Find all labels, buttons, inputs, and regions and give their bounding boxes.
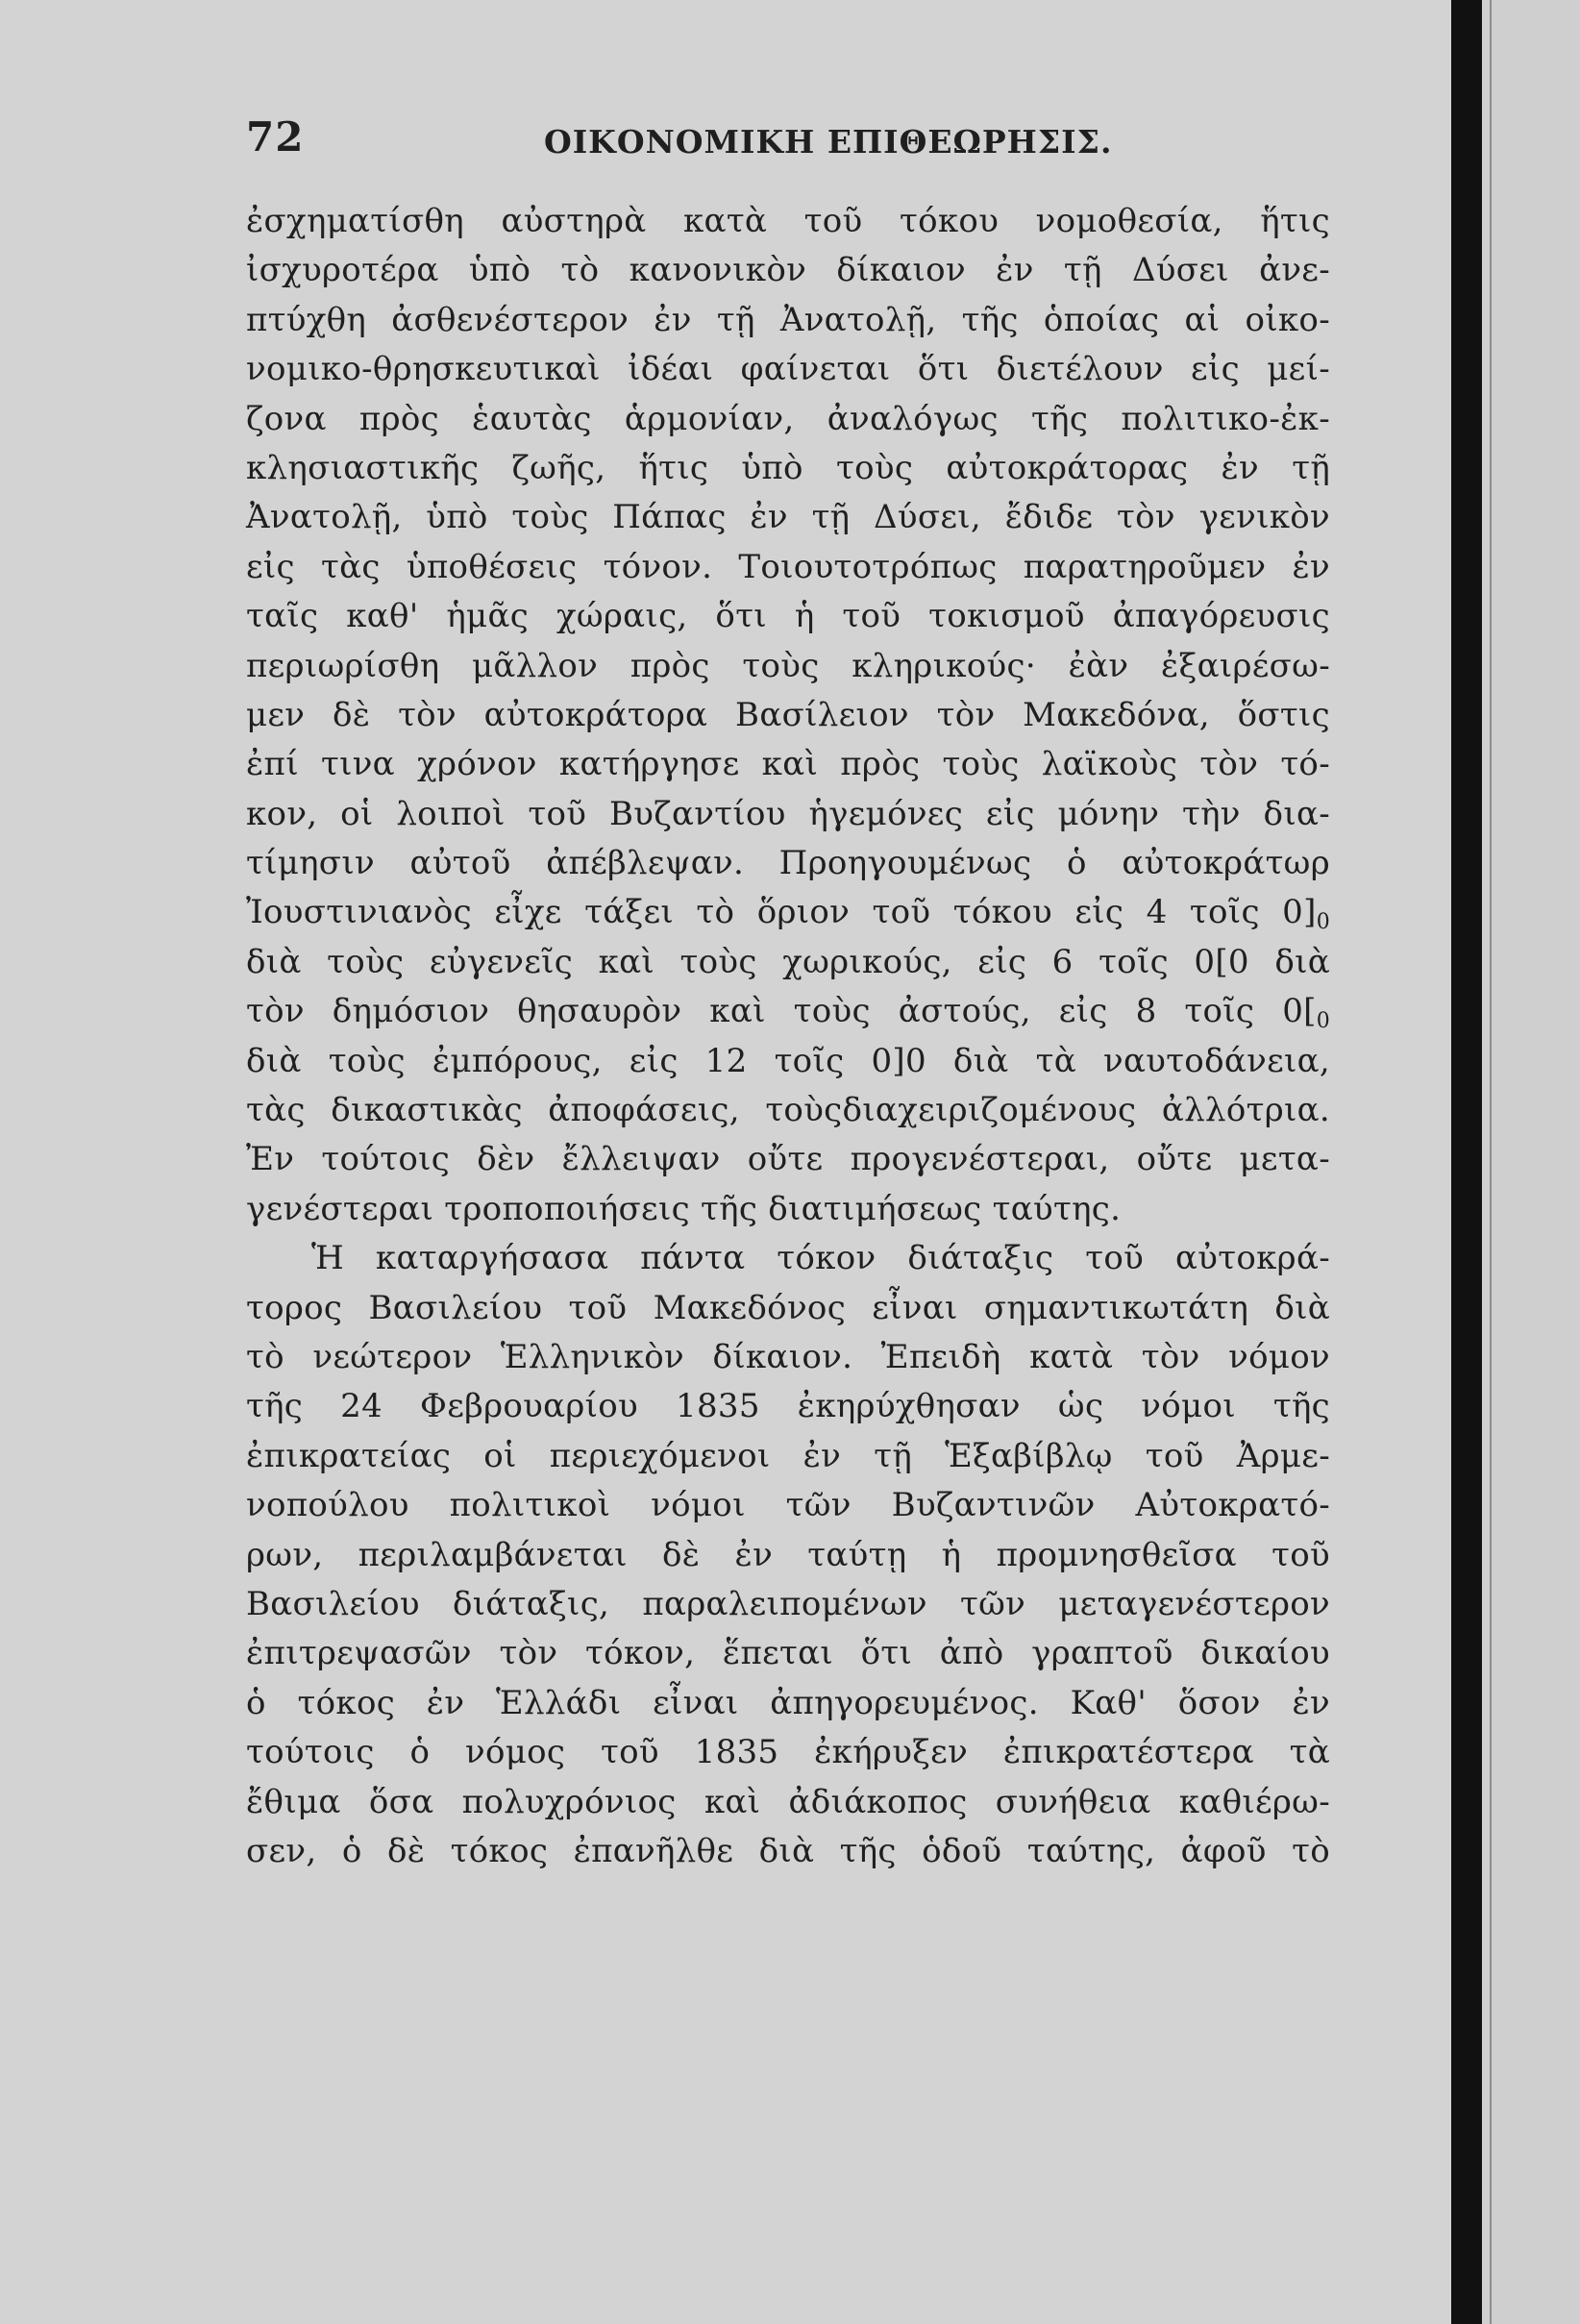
text-line bbox=[246, 1185, 1330, 1234]
text-line-content: τορος Βασιλείου τοῦ Μακεδόνος εἶναι σημαντικωτάτη διὰ bbox=[246, 1288, 1330, 1327]
text-line bbox=[246, 938, 1330, 987]
subscript: 0 bbox=[1316, 910, 1330, 935]
text-line-content: σεν, ὁ δὲ τόκος ἐπανῆλθε διὰ τῆς ὁδοῦ ταύτης, ἀφοῦ τὸ bbox=[246, 1831, 1330, 1870]
text-line-content: διὰ τοὺς εὐγενεῖς καὶ τοὺς χωρικούς, εἰς 6 τοῖς 0[0 διὰ bbox=[246, 942, 1330, 981]
text-line bbox=[246, 1086, 1330, 1135]
text-line bbox=[246, 740, 1330, 789]
text-line bbox=[246, 1284, 1330, 1333]
text-line bbox=[246, 642, 1330, 691]
text-line-content: ρων, περιλαμβάνεται δὲ ἐν ταύτῃ ἡ προμνησθεῖσα τοῦ bbox=[246, 1535, 1330, 1574]
text-line-content: Ἡ καταργήσασα πάντα τόκον διάταξις τοῦ αὐτοκρά- bbox=[311, 1239, 1330, 1278]
text-line bbox=[246, 1827, 1330, 1876]
text-line bbox=[246, 395, 1330, 444]
text-line bbox=[246, 1432, 1330, 1481]
text-line bbox=[246, 790, 1330, 839]
text-line bbox=[246, 1333, 1330, 1382]
text-line-content: πτύχθη ἀσθενέστερον ἐν τῇ Ἀνατολῇ, τῆς ὁποίας αἱ οἰκο- bbox=[246, 300, 1330, 339]
text-line-content: ἐπιτρεψασῶν τὸν τόκον, ἕπεται ὅτι ἀπὸ γραπτοῦ δικαίου bbox=[246, 1634, 1330, 1673]
running-head bbox=[246, 113, 1113, 171]
text-line bbox=[246, 1234, 1330, 1283]
text-line bbox=[246, 839, 1330, 888]
page-edge-shadow bbox=[1451, 0, 1482, 2324]
text-line bbox=[246, 888, 1330, 937]
text-line-content: τίμησιν αὐτοῦ ἀπέβλεψαν. Προηγουμένως ὁ αὐτοκράτωρ bbox=[246, 844, 1330, 883]
text-line bbox=[246, 345, 1330, 394]
text-line bbox=[246, 1580, 1330, 1629]
text-line bbox=[246, 1778, 1330, 1827]
text-line-content: τὸ νεώτερον Ἑλληνικὸν δίκαιον. Ἐπειδὴ κατὰ τὸν νόμον bbox=[246, 1337, 1330, 1376]
text-line-content: Ἀνατολῇ, ὑπὸ τοὺς Πάπας ἐν τῇ Δύσει, ἔδιδε τὸν γενικὸν bbox=[246, 498, 1330, 537]
text-line-content: ἐπικρατείας οἱ περιεχόμενοι ἐν τῇ Ἑξαβίβλῳ τοῦ Ἀρμε- bbox=[246, 1436, 1330, 1475]
text-line-content: τὸν δημόσιον θησαυρὸν καὶ τοὺς ἀστούς, εἰς 8 τοῖς 0[ bbox=[246, 992, 1317, 1031]
running-title: ΟΙΚΟΝΟΜΙΚΗ ΕΠΙΘΕΩΡΗΣΙΣ. bbox=[544, 123, 1113, 161]
text-line bbox=[246, 493, 1330, 542]
text-line-content: γενέστεραι τροποποιήσεις τῆς διατιμήσεως ταύτης. bbox=[246, 1189, 1122, 1228]
text-line bbox=[246, 1629, 1330, 1678]
text-line-content: κον, οἱ λοιποὶ τοῦ Βυζαντίου ἡγεμόνες εἰς μόνην τὴν δια- bbox=[246, 794, 1330, 833]
text-line bbox=[246, 1728, 1330, 1777]
text-line bbox=[246, 1679, 1330, 1728]
text-line-content: Βασιλείου διάταξις, παραλειπομένων τῶν μεταγενέστερον bbox=[246, 1584, 1330, 1623]
text-line-content: διὰ τοὺς ἐμπόρους, εἰς 12 τοῖς 0]0 διὰ τὰ ναυτοδάνεια, bbox=[246, 1041, 1330, 1080]
text-line-content: τῆς 24 Φεβρουαρίου 1835 ἐκηρύχθησαν ὡς νόμοι τῆς bbox=[246, 1387, 1330, 1426]
text-line-content: ἐπί τινα χρόνον κατήργησε καὶ πρὸς τοὺς λαϊκοὺς τὸν τό- bbox=[246, 745, 1330, 784]
text-line bbox=[246, 1531, 1330, 1580]
text-line bbox=[246, 1481, 1330, 1530]
text-line bbox=[246, 444, 1330, 493]
text-line bbox=[246, 197, 1330, 246]
text-line-content: ἐσχηματίσθη αὐστηρὰ κατὰ τοῦ τόκου νομοθεσία, ἥτις bbox=[246, 202, 1330, 240]
text-line-content: Ἐν τούτοις δὲν ἔλλειψαν οὔτε προγενέστεραι, οὔτε μετα- bbox=[246, 1140, 1330, 1179]
text-line-content: εἰς τὰς ὑποθέσεις τόνον. Τοιουτοτρόπως παρατηροῦμεν ἐν bbox=[246, 547, 1330, 586]
text-line-content: κλησιαστικῆς ζωῆς, ἥτις ὑπὸ τοὺς αὐτοκράτορας ἐν τῇ bbox=[246, 448, 1330, 487]
text-line bbox=[246, 543, 1330, 592]
text-line bbox=[246, 1037, 1330, 1086]
text-line-content: ζονα πρὸς ἑαυτὰς ἁρμονίαν, ἀναλόγως τῆς πολιτικο-ἐκ- bbox=[246, 399, 1330, 438]
text-line-content: ἔθιμα ὅσα πολυχρόνιος καὶ ἀδιάκοπος συνήθεια καθιέρω- bbox=[246, 1782, 1330, 1821]
text-line-content: τὰς δικαστικὰς ἀποφάσεις, τοὺςδιαχειριζομένους ἀλλότρια. bbox=[246, 1091, 1330, 1130]
text-line bbox=[246, 987, 1330, 1036]
text-line bbox=[246, 691, 1330, 740]
text-line bbox=[246, 1382, 1330, 1431]
page-number: 72 bbox=[246, 113, 305, 161]
text-line bbox=[246, 592, 1330, 641]
text-line-content: περιωρίσθη μᾶλλον πρὸς τοὺς κληρικούς· ἐὰν ἐξαιρέσω- bbox=[246, 646, 1330, 685]
body-text bbox=[246, 197, 1330, 1876]
text-line-content: νοπούλου πολιτικοὶ νόμοι τῶν Βυζαντινῶν Αὐτοκρατό- bbox=[246, 1486, 1330, 1525]
subscript: 0 bbox=[1316, 1009, 1330, 1034]
adjacent-page-margin bbox=[1482, 0, 1580, 2324]
text-line bbox=[246, 296, 1330, 345]
text-line-content: Ἰουστινιανὸς εἶχε τάξει τὸ ὅριον τοῦ τόκου εἰς 4 τοῖς 0] bbox=[246, 893, 1317, 932]
text-line bbox=[246, 1135, 1330, 1184]
text-line-content: ὁ τόκος ἐν Ἑλλάδι εἶναι ἀπηγορευμένος. Καθ' ὅσον ἐν bbox=[246, 1683, 1330, 1722]
text-line-content: νομικο-θρησκευτικαὶ ἰδέαι φαίνεται ὅτι διετέλουν εἰς μεί- bbox=[246, 350, 1330, 389]
text-line-content: μεν δὲ τὸν αὐτοκράτορα Βασίλειον τὸν Μακεδόνα, ὅστις bbox=[246, 695, 1330, 734]
text-line-content: τούτοις ὁ νόμος τοῦ 1835 ἐκήρυξεν ἐπικρατέστερα τὰ bbox=[246, 1733, 1330, 1772]
text-line-content: ταῖς καθ' ἡμᾶς χώραις, ὅτι ἡ τοῦ τοκισμοῦ ἀπαγόρευσις bbox=[246, 597, 1330, 636]
text-line-content: ἰσχυροτέρα ὑπὸ τὸ κανονικὸν δίκαιον ἐν τῇ Δύσει ἀνε- bbox=[246, 251, 1330, 290]
text-line bbox=[246, 246, 1330, 295]
